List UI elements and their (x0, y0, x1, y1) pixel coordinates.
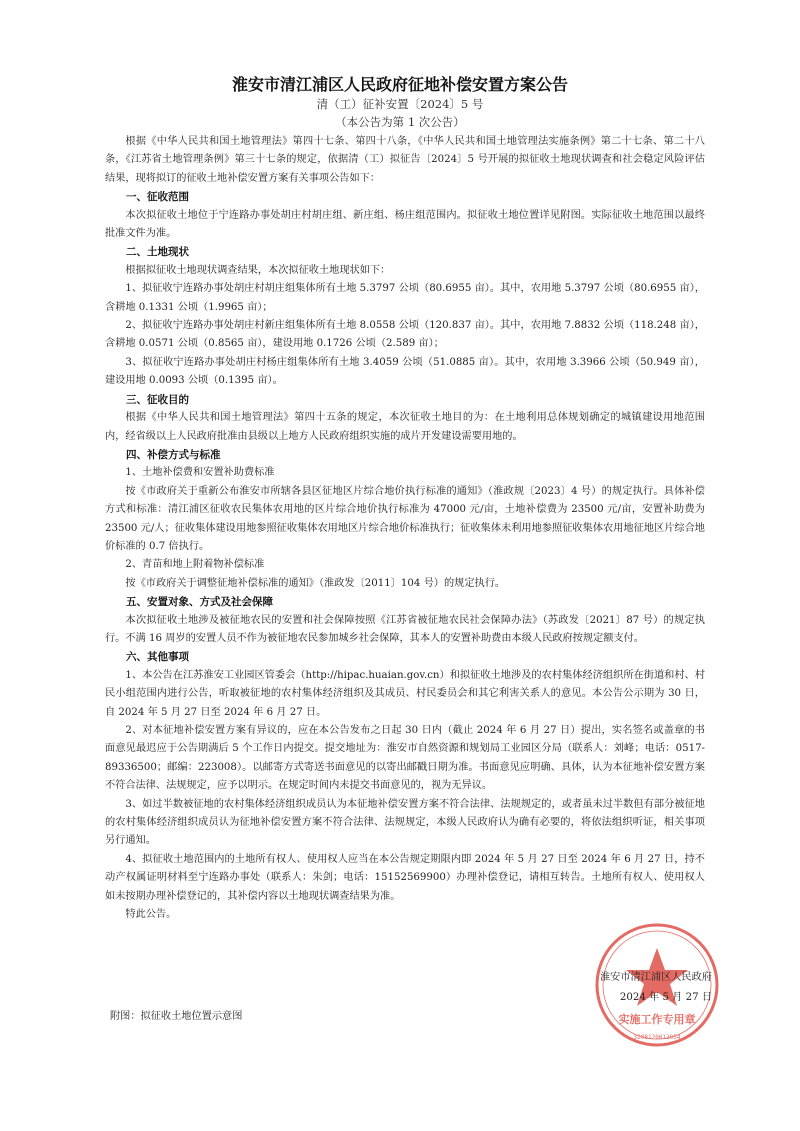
paragraph: 2、青苗和地上附着物补偿标准 (125, 559, 265, 571)
paragraph: 1、本公告在江苏淮安工业园区管委会（http://hipac.huaian.gov.cn）和拟征收土地涉及的农村集体经济组织所在街道和村、村民小组范围内进行公告，听取被征地的农村集体经济组织及其成员、村民委员会和其它利害关系人的意见。本公告公示期为 30 日，自 2024 年 5 月 27 日至 2024 年 6 月 27 日。 (105, 669, 705, 718)
issuer-name: 淮安市清江浦区人民政府 (599, 972, 712, 983)
section-heading: 二、土地现状 (126, 246, 189, 259)
official-seal (592, 920, 722, 1050)
paragraph: 根据拟征收土地现状调查结果，本次拟征收土地现状如下： (125, 264, 391, 276)
closing-line: 特此公告。 (125, 909, 177, 921)
seal-text: 实施工作专用章 (618, 1013, 696, 1026)
paragraph: 根据《中华人民共和国土地管理法》第四十五条的规定，本次征收土地目的为：在土地利用总体规划确定的城镇建设用地范围内，经省级以上人民政府批准由县级以上地方人民政府组织实施的成片开发建设需要用地的。 (105, 412, 705, 442)
paragraph: 2、对本征地补偿安置方案有异议的，应在本公告发布之日起 30 日内（截止 2024 年 6 月 27 日）提出，实名签名或盖章的书面意见最迟应于公告期满后 5 个工作日内提交。提交地址为：淮安市自然资源和规划局工业园区分局（联系人：刘峰；电话：0517-89336500；邮编：223008）。以邮寄方式寄送书面意见的以寄出邮戳日期为准。书面意见应明确、具体，认为本征地补偿安置方案不符合法律、法规规定，应予以明示。在规定时间内未提交书面意见的，视为无异议。 (105, 725, 705, 792)
paragraph: 2、拟征收宁连路办事处胡庄村新庄组集体所有土地 8.0558 公顷（120.837 亩）。其中，农用地 7.8832 公顷（118.248 亩），含耕地 0.0571 公顷（0.8565 亩），建设用地 0.1726 公顷（2.589 亩）； (105, 320, 705, 350)
paragraph: 1、拟征收宁连路办事处胡庄村胡庄组集体所有土地 5.3797 公顷（80.6955 亩）。其中，农用地 5.3797 公顷（80.6955 亩），含耕地 0.1331 公顷（1.9965 亩）； (105, 283, 705, 313)
paragraph: 本次拟征收土地位于宁连路办事处胡庄村胡庄组、新庄组、杨庄组范围内。拟征收土地位置详见附图。实际征收土地范围以最终批准文件为准。 (105, 209, 705, 240)
paragraph: 按《市政府关于调整征地补偿标准的通知》（淮政发〔2011〕104 号）的规定执行。 (125, 577, 506, 589)
paragraph: 本次拟征收土地涉及被征地农民的安置和社会保障按照《江苏省被征地农民社会保障办法》（苏政发〔2021〕87 号）的规定执行。不满 16 周岁的安置人员不作为被征地农民参加城乡社会保障，其本人的安置补助费由本级人民政府按规定额支付。 (105, 614, 705, 644)
edition-note: （本公告为第 1 次公告） (335, 115, 465, 129)
paragraph: 4、拟征收土地范围内的土地所有权人、使用权人应当在本公告规定期限内即 2024 年 5 月 27 日至 2024 年 6 月 27 日，持不动产权属证明材料至宁连路办事处（联系人：朱剑；电话：15152569900）办理补偿登记，请相互转告。土地所有权人、使用权人如未按期办理补偿登记的，其补偿内容以土地现状调查结果为准。 (105, 853, 705, 902)
attachment-note: 附图：拟征收土地位置示意图 (110, 1011, 243, 1022)
paragraph: 按《市政府关于重新公布淮安市所辖各县区征地区片综合地价执行标准的通知》（淮政规〔2023〕4 号）的规定执行。具体补偿方式和标准：清江浦区征收农民集体农用地的区片综合地价执行标准为 47000 元/亩，土地补偿费为 23500 元/亩，安置补助费为 23500 元/人；征收集体建设用地参照征收集体农用地区片综合地价标准执行；征收集体未利用地参照征收集体农用地征地区片综合地价标准的 0.7 倍执行。 (105, 485, 705, 552)
notice-body (105, 133, 705, 924)
seal-serial: 3208120012054 (633, 1034, 681, 1041)
section-heading: 五、安置对象、方式及社会保障 (126, 596, 273, 609)
page-title: 淮安市清江浦区人民政府征地补偿安置方案公告 (231, 75, 568, 94)
paragraph: 3、如过半数被征地的农村集体经济组织成员认为本征地补偿安置方案不符合法律、法规规定的，或者虽未过半数但有部分被征地的农村集体经济组织成员认为征地补偿安置方案不符合法律、法规规定，本级人民政府认为确有必要的，将依法组织听证，相关事项另行通知。 (105, 798, 705, 847)
section-heading: 一、征收范围 (126, 191, 189, 204)
paragraph: 1、土地补偿费和安置补助费标准 (125, 467, 275, 479)
document-number: 清（工）征补安置〔2024〕5 号 (316, 97, 484, 111)
section-heading: 四、补偿方式与标准 (126, 448, 221, 461)
section-heading: 三、征收目的 (126, 393, 189, 406)
paragraph: 3、拟征收宁连路办事处胡庄村杨庄组集体所有土地 3.4059 公顷（51.0885 亩）。其中，农用地 3.3966 公顷（50.949 亩），建设用地 0.0093 公顷（0.1395 亩）。 (105, 356, 705, 387)
section-heading: 六、其他事项 (126, 651, 189, 664)
issue-date: 2024 年 5 月 27 日 (619, 992, 712, 1003)
intro-paragraph: 根据《中华人民共和国土地管理法》第四十七条、第四十八条，《中华人民共和国土地管理法实施条例》第二十七条、第二十八条，《江苏省土地管理条例》第三十七条的规定，依据清（工）拟征告〔2024〕5 号开展的拟征收土地现状调查和社会稳定风险评估结果，现将拟订的征收土地补偿安置方案有关事项公告如下： (105, 136, 705, 184)
